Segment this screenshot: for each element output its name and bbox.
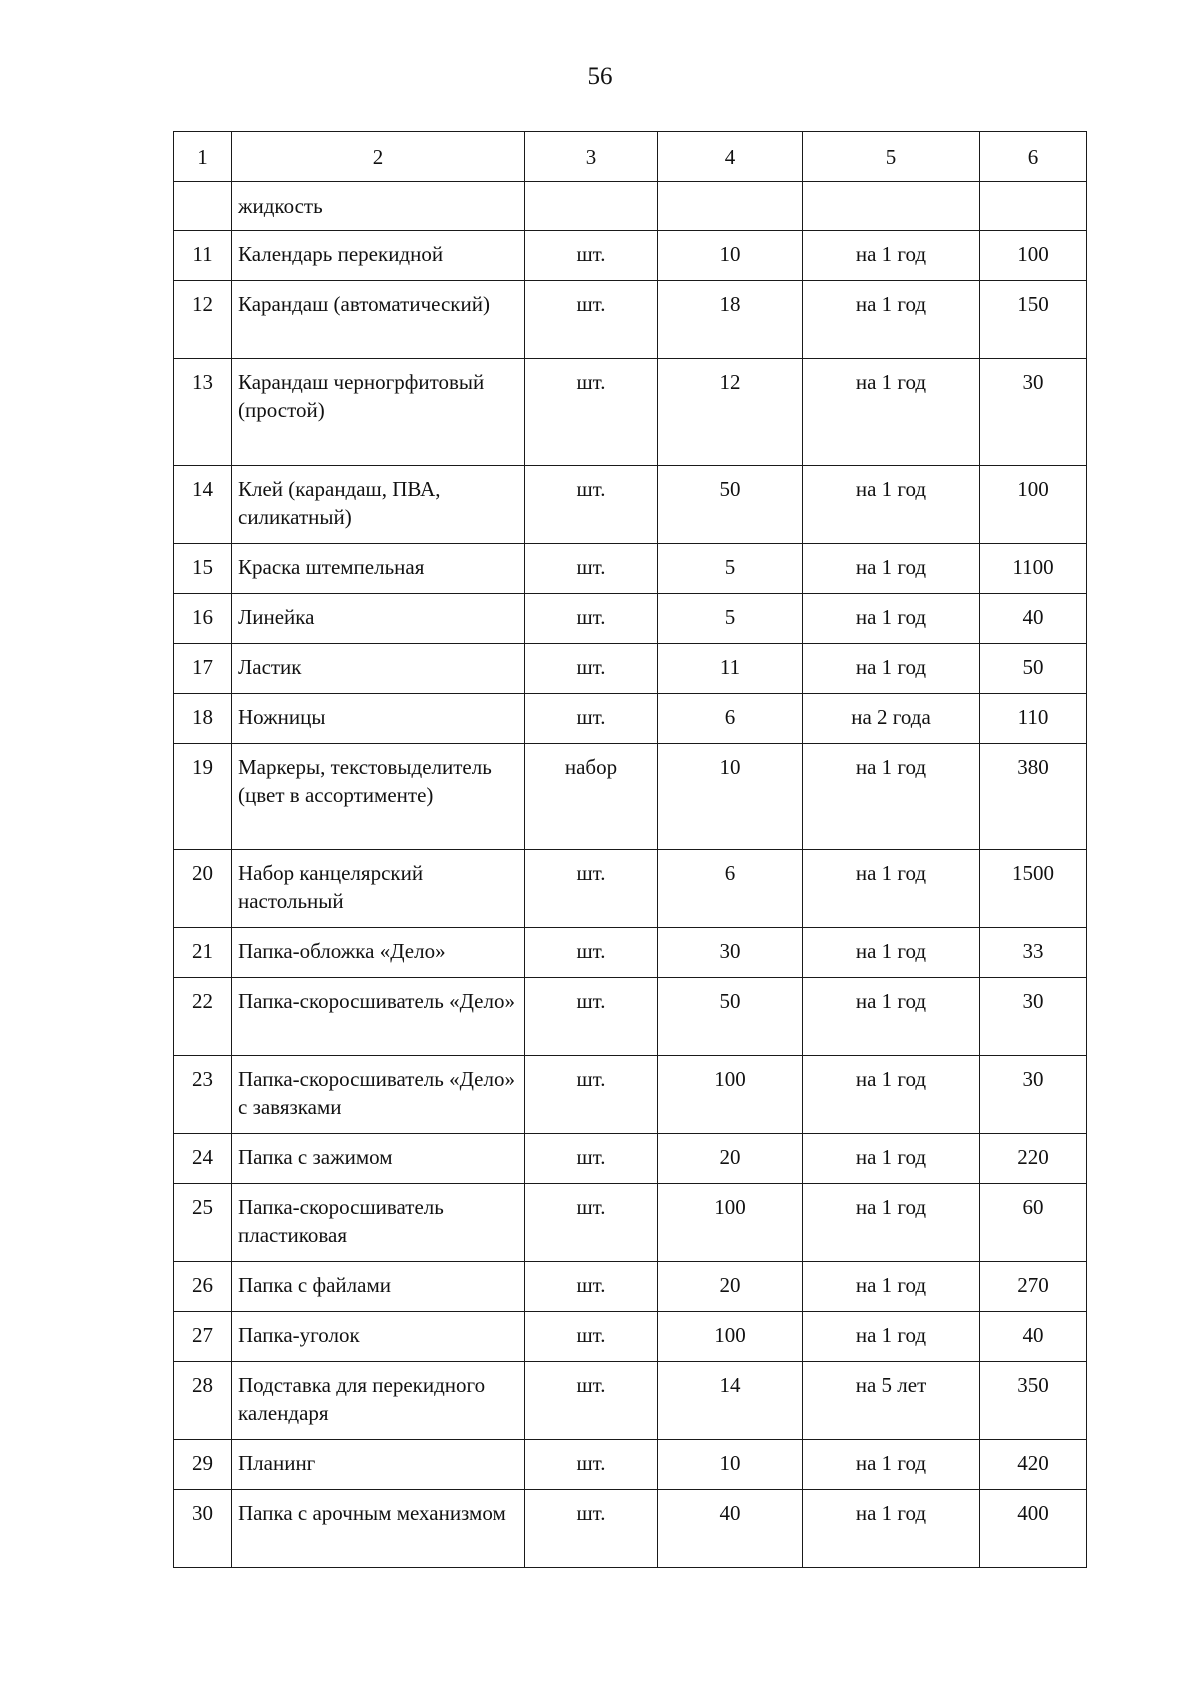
table-row xyxy=(174,1056,1087,1134)
cell-unit: шт. xyxy=(525,544,658,594)
cell-unit: шт. xyxy=(525,466,658,544)
table-row xyxy=(174,1440,1087,1490)
cell-item-name: Маркеры, текстовыделитель (цвет в ассортименте) xyxy=(232,744,525,850)
cell-price: 220 xyxy=(980,1134,1087,1184)
cell-item-name: Краска штемпельная xyxy=(232,544,525,594)
cell-unit: шт. xyxy=(525,1362,658,1440)
cell-unit xyxy=(525,182,658,231)
cell-price: 40 xyxy=(980,1312,1087,1362)
cell-quantity: 100 xyxy=(658,1056,803,1134)
cell-price: 350 xyxy=(980,1362,1087,1440)
cell-unit: шт. xyxy=(525,1056,658,1134)
cell-row-number: 15 xyxy=(174,544,232,594)
cell-price: 150 xyxy=(980,281,1087,359)
table-row xyxy=(174,1312,1087,1362)
cell-quantity: 12 xyxy=(658,359,803,466)
supplies-table xyxy=(173,131,1087,1568)
cell-period xyxy=(803,182,980,231)
cell-price: 400 xyxy=(980,1490,1087,1568)
table-row xyxy=(174,281,1087,359)
cell-unit: шт. xyxy=(525,594,658,644)
cell-period: на 1 год xyxy=(803,1312,980,1362)
cell-period: на 1 год xyxy=(803,1056,980,1134)
cell-item-name: Календарь перекидной xyxy=(232,231,525,281)
cell-row-number: 28 xyxy=(174,1362,232,1440)
cell-unit: шт. xyxy=(525,359,658,466)
cell-quantity: 14 xyxy=(658,1362,803,1440)
cell-price: 30 xyxy=(980,359,1087,466)
cell-item-name: Папка с арочным механизмом xyxy=(232,1490,525,1568)
cell-unit: шт. xyxy=(525,644,658,694)
cell-quantity: 30 xyxy=(658,928,803,978)
cell-row-number: 12 xyxy=(174,281,232,359)
cell-item-name: Карандаш черногрфитовый (простой) xyxy=(232,359,525,466)
cell-row-number: 14 xyxy=(174,466,232,544)
cell-period: на 1 год xyxy=(803,1490,980,1568)
cell-period: на 5 лет xyxy=(803,1362,980,1440)
cell-quantity: 10 xyxy=(658,744,803,850)
cell-quantity xyxy=(658,182,803,231)
cell-price: 100 xyxy=(980,466,1087,544)
cell-row-number: 23 xyxy=(174,1056,232,1134)
cell-item-name: Папка-скоросшиватель «Дело» с завязками xyxy=(232,1056,525,1134)
cell-item-name: Клей (карандаш, ПВА, силикатный) xyxy=(232,466,525,544)
table-row xyxy=(174,644,1087,694)
table-row xyxy=(174,744,1087,850)
cell-item-name: Папка с зажимом xyxy=(232,1134,525,1184)
cell-price xyxy=(980,182,1087,231)
cell-period: на 1 год xyxy=(803,281,980,359)
cell-item-name: Карандаш (автоматический) xyxy=(232,281,525,359)
cell-period: на 1 год xyxy=(803,1184,980,1262)
cell-quantity: 5 xyxy=(658,544,803,594)
cell-row-number: 30 xyxy=(174,1490,232,1568)
cell-quantity: 20 xyxy=(658,1262,803,1312)
cell-price: 1500 xyxy=(980,850,1087,928)
cell-row-number: 13 xyxy=(174,359,232,466)
cell-item-name: Папка-обложка «Дело» xyxy=(232,928,525,978)
table-body xyxy=(174,132,1087,1568)
cell-row-number: 17 xyxy=(174,644,232,694)
cell-unit: шт. xyxy=(525,281,658,359)
cell-price: 420 xyxy=(980,1440,1087,1490)
cell-quantity: 10 xyxy=(658,1440,803,1490)
table-row xyxy=(174,1490,1087,1568)
cell-price: 30 xyxy=(980,978,1087,1056)
cell-period: на 2 года xyxy=(803,694,980,744)
table-row xyxy=(174,182,1087,231)
table-row xyxy=(174,1262,1087,1312)
page-number: 56 xyxy=(587,63,613,90)
cell-item-name: Папка-скоросшиватель пластиковая xyxy=(232,1184,525,1262)
cell-item-name: Планинг xyxy=(232,1440,525,1490)
cell-quantity: 10 xyxy=(658,231,803,281)
cell-period: на 1 год xyxy=(803,466,980,544)
cell-price: 270 xyxy=(980,1262,1087,1312)
cell-price: 60 xyxy=(980,1184,1087,1262)
cell-period: на 1 год xyxy=(803,544,980,594)
cell-row-number: 19 xyxy=(174,744,232,850)
cell-row-number: 20 xyxy=(174,850,232,928)
cell-unit: шт. xyxy=(525,928,658,978)
cell-row-number: 11 xyxy=(174,231,232,281)
cell-row-number: 16 xyxy=(174,594,232,644)
header-cell-2: 2 xyxy=(232,132,525,182)
cell-quantity: 100 xyxy=(658,1184,803,1262)
cell-row-number: 25 xyxy=(174,1184,232,1262)
cell-row-number: 27 xyxy=(174,1312,232,1362)
cell-quantity: 50 xyxy=(658,466,803,544)
cell-quantity: 11 xyxy=(658,644,803,694)
cell-price: 30 xyxy=(980,1056,1087,1134)
cell-row-number: 22 xyxy=(174,978,232,1056)
cell-period: на 1 год xyxy=(803,928,980,978)
cell-row-number: 24 xyxy=(174,1134,232,1184)
table-row xyxy=(174,594,1087,644)
table-row xyxy=(174,544,1087,594)
cell-quantity: 20 xyxy=(658,1134,803,1184)
cell-unit: шт. xyxy=(525,1490,658,1568)
table-row xyxy=(174,466,1087,544)
table-row xyxy=(174,1134,1087,1184)
cell-quantity: 6 xyxy=(658,850,803,928)
cell-period: на 1 год xyxy=(803,978,980,1056)
table-row xyxy=(174,978,1087,1056)
table-row xyxy=(174,1362,1087,1440)
cell-item-name: Папка с файлами xyxy=(232,1262,525,1312)
cell-quantity: 40 xyxy=(658,1490,803,1568)
cell-unit: набор xyxy=(525,744,658,850)
cell-item-name: жидкость xyxy=(232,182,525,231)
cell-unit: шт. xyxy=(525,1440,658,1490)
cell-item-name: Линейка xyxy=(232,594,525,644)
cell-unit: шт. xyxy=(525,1134,658,1184)
cell-quantity: 100 xyxy=(658,1312,803,1362)
cell-unit: шт. xyxy=(525,231,658,281)
table-row xyxy=(174,850,1087,928)
header-cell-3: 3 xyxy=(525,132,658,182)
cell-period: на 1 год xyxy=(803,1262,980,1312)
cell-row-number: 29 xyxy=(174,1440,232,1490)
cell-quantity: 5 xyxy=(658,594,803,644)
cell-period: на 1 год xyxy=(803,594,980,644)
cell-quantity: 50 xyxy=(658,978,803,1056)
cell-price: 50 xyxy=(980,644,1087,694)
cell-item-name: Ластик xyxy=(232,644,525,694)
header-cell-4: 4 xyxy=(658,132,803,182)
cell-price: 1100 xyxy=(980,544,1087,594)
table-row xyxy=(174,928,1087,978)
cell-period: на 1 год xyxy=(803,850,980,928)
header-cell-6: 6 xyxy=(980,132,1087,182)
cell-price: 33 xyxy=(980,928,1087,978)
table-row xyxy=(174,694,1087,744)
cell-price: 380 xyxy=(980,744,1087,850)
cell-unit: шт. xyxy=(525,1262,658,1312)
cell-row-number: 18 xyxy=(174,694,232,744)
table-header-row xyxy=(174,132,1087,182)
cell-unit: шт. xyxy=(525,1184,658,1262)
cell-period: на 1 год xyxy=(803,1440,980,1490)
cell-item-name: Ножницы xyxy=(232,694,525,744)
cell-unit: шт. xyxy=(525,1312,658,1362)
cell-price: 110 xyxy=(980,694,1087,744)
cell-item-name: Набор канцелярский настольный xyxy=(232,850,525,928)
table-row xyxy=(174,231,1087,281)
cell-period: на 1 год xyxy=(803,644,980,694)
header-cell-1: 1 xyxy=(174,132,232,182)
cell-row-number xyxy=(174,182,232,231)
cell-item-name: Папка-уголок xyxy=(232,1312,525,1362)
cell-item-name: Подставка для перекидного календаря xyxy=(232,1362,525,1440)
header-cell-5: 5 xyxy=(803,132,980,182)
cell-period: на 1 год xyxy=(803,1134,980,1184)
table-row xyxy=(174,1184,1087,1262)
cell-unit: шт. xyxy=(525,978,658,1056)
cell-period: на 1 год xyxy=(803,744,980,850)
cell-unit: шт. xyxy=(525,850,658,928)
cell-period: на 1 год xyxy=(803,231,980,281)
cell-period: на 1 год xyxy=(803,359,980,466)
cell-row-number: 26 xyxy=(174,1262,232,1312)
cell-unit: шт. xyxy=(525,694,658,744)
table-row xyxy=(174,359,1087,466)
cell-item-name: Папка-скоросшиватель «Дело» xyxy=(232,978,525,1056)
cell-price: 100 xyxy=(980,231,1087,281)
cell-price: 40 xyxy=(980,594,1087,644)
cell-quantity: 18 xyxy=(658,281,803,359)
cell-row-number: 21 xyxy=(174,928,232,978)
cell-quantity: 6 xyxy=(658,694,803,744)
